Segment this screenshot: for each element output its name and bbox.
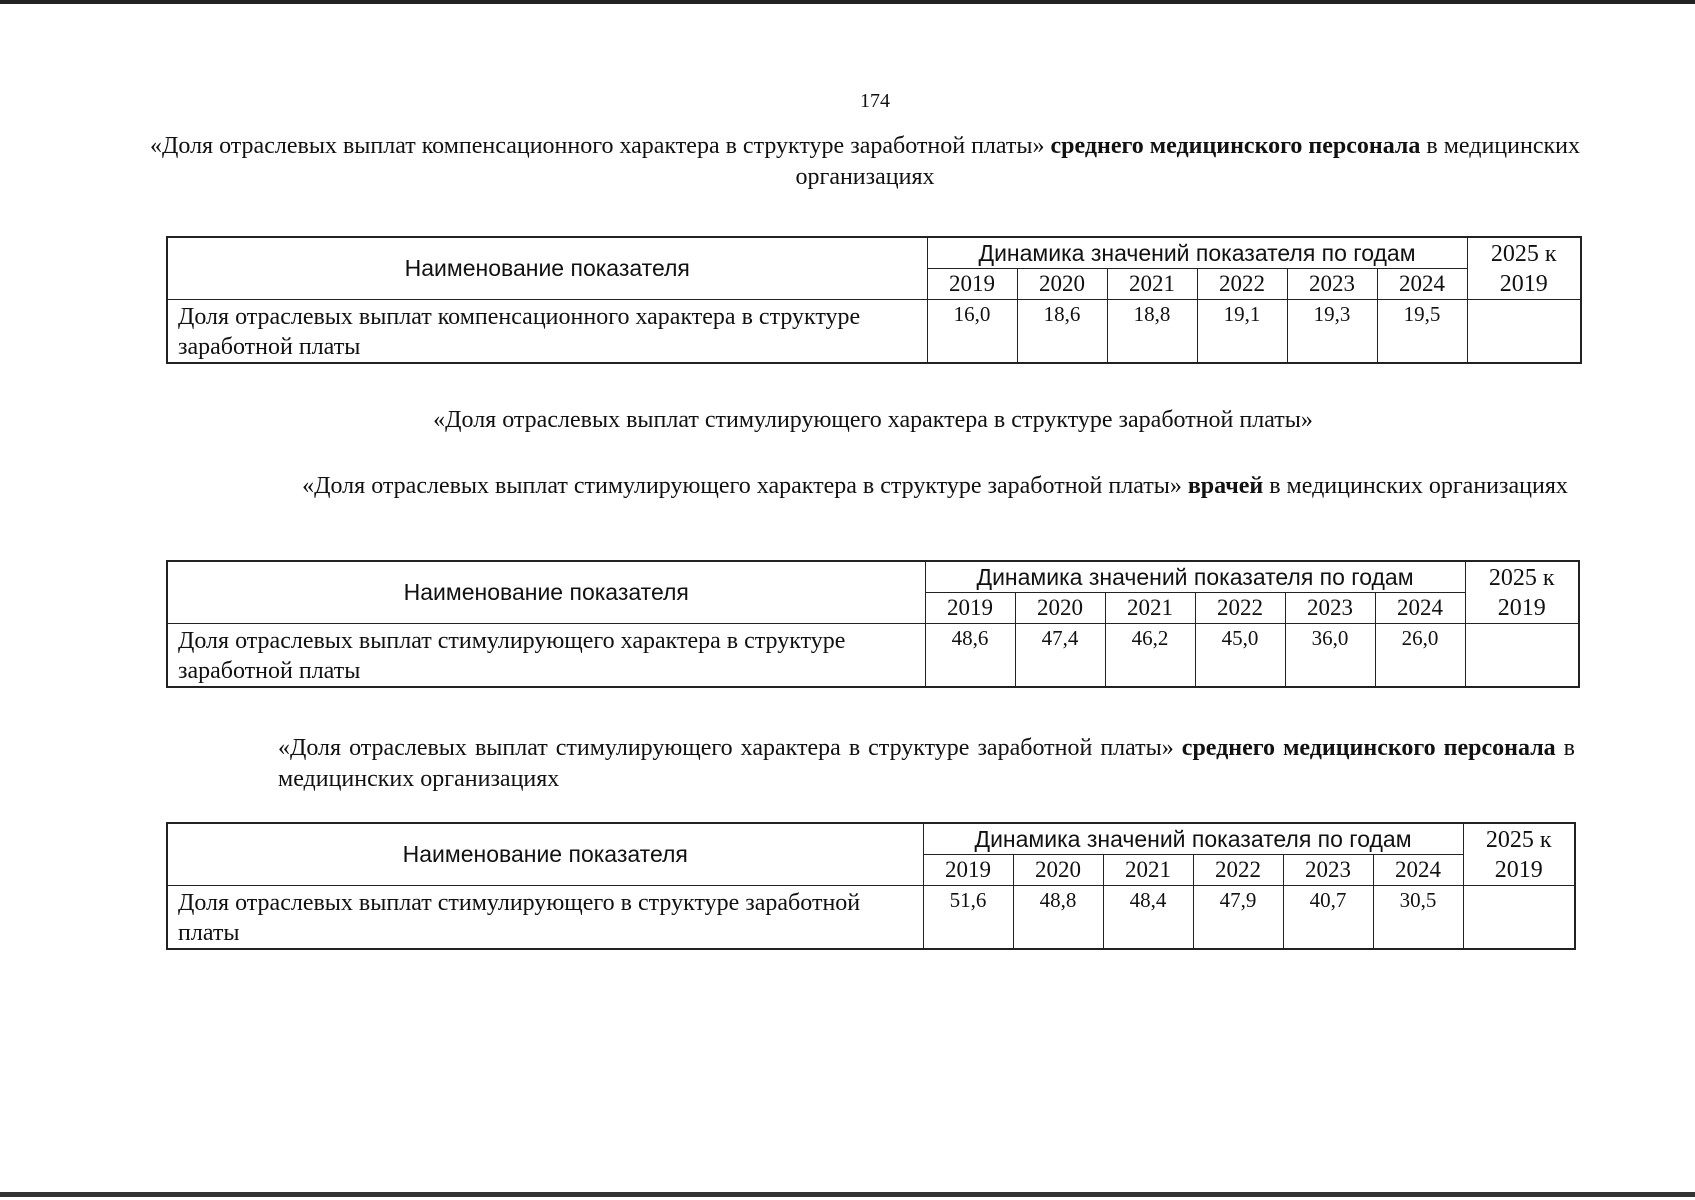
section-1-heading <box>150 131 1580 193</box>
value-cell: 47,9 <box>1193 886 1283 950</box>
value-cell: 19,1 <box>1197 300 1287 364</box>
scan-edge-bottom <box>0 1192 1695 1197</box>
heading-text: «Доля отраслевых выплат стимулирующего характера в структуре заработной платы» <box>302 473 1188 499</box>
heading-text: в медицинских организациях <box>1263 473 1568 499</box>
indicator-row-name: Доля отраслевых выплат стимулирующего в структуре заработной платы <box>167 886 923 950</box>
year-header: 2019 <box>925 593 1015 624</box>
indicator-table-1 <box>166 236 1582 364</box>
header-target <box>1465 561 1579 624</box>
value-cell: 18,6 <box>1017 300 1107 364</box>
value-cell: 40,7 <box>1283 886 1373 950</box>
target-value-cell <box>1463 886 1575 950</box>
heading-text: в медицинских организациях <box>795 133 1580 190</box>
year-header: 2021 <box>1103 855 1193 886</box>
heading-text: «Доля отраслевых выплат стимулирующего характера в структуре заработной платы» <box>278 735 1182 761</box>
year-header: 2024 <box>1377 269 1467 300</box>
year-header: 2023 <box>1283 855 1373 886</box>
header-target-line2: 2019 <box>1494 856 1543 883</box>
value-cell: 19,3 <box>1287 300 1377 364</box>
value-cell: 19,5 <box>1377 300 1467 364</box>
page-number: 174 <box>860 90 890 112</box>
value-cell: 30,5 <box>1373 886 1463 950</box>
year-header: 2022 <box>1193 855 1283 886</box>
header-indicator-name: Наименование показателя <box>167 823 923 886</box>
header-target-line1: 2025 к <box>1488 564 1555 591</box>
heading-emphasis: врачей <box>1187 473 1264 499</box>
section-2-subtitle: «Доля отраслевых выплат стимулирующего характера в структуре заработной платы» <box>433 407 1313 433</box>
year-header: 2019 <box>927 269 1017 300</box>
year-header: 2020 <box>1017 269 1107 300</box>
indicator-row-name: Доля отраслевых выплат стимулирующего характера в структуре заработной платы <box>167 624 925 688</box>
indicator-row-name: Доля отраслевых выплат компенсационного характера в структуре заработной платы <box>167 300 927 364</box>
value-cell: 48,4 <box>1103 886 1193 950</box>
scan-edge-top <box>0 0 1695 4</box>
value-cell: 48,6 <box>925 624 1015 688</box>
header-indicator-name: Наименование показателя <box>167 561 925 624</box>
year-header: 2020 <box>1015 593 1105 624</box>
header-target <box>1467 237 1581 300</box>
heading-emphasis: среднего медицинского персонала <box>1181 735 1556 761</box>
header-dynamics: Динамика значений показателя по годам <box>923 823 1463 855</box>
year-header: 2019 <box>923 855 1013 886</box>
year-header: 2022 <box>1195 593 1285 624</box>
indicator-table-2 <box>166 560 1580 688</box>
header-target-line2: 2019 <box>1499 270 1548 297</box>
year-header: 2023 <box>1287 269 1377 300</box>
target-value-cell <box>1467 300 1581 364</box>
header-dynamics: Динамика значений показателя по годам <box>925 561 1465 593</box>
year-header: 2022 <box>1197 269 1287 300</box>
section-3-heading <box>278 733 1575 795</box>
value-cell: 48,8 <box>1013 886 1103 950</box>
value-cell: 26,0 <box>1375 624 1465 688</box>
indicator-table-3 <box>166 822 1576 950</box>
heading-text: в медицинских организациях <box>278 735 1575 792</box>
value-cell: 47,4 <box>1015 624 1105 688</box>
header-target-line1: 2025 к <box>1490 240 1557 267</box>
header-indicator-name: Наименование показателя <box>167 237 927 300</box>
section-2-heading <box>300 471 1570 502</box>
header-target-line1: 2025 к <box>1485 826 1552 853</box>
year-header: 2021 <box>1105 593 1195 624</box>
year-header: 2020 <box>1013 855 1103 886</box>
header-target-line2: 2019 <box>1497 594 1546 621</box>
heading-text: «Доля отраслевых выплат компенсационного характера в структуре заработной платы» <box>150 133 1051 159</box>
year-header: 2023 <box>1285 593 1375 624</box>
value-cell: 36,0 <box>1285 624 1375 688</box>
target-value-cell <box>1465 624 1579 688</box>
year-header: 2024 <box>1373 855 1463 886</box>
header-target <box>1463 823 1575 886</box>
value-cell: 51,6 <box>923 886 1013 950</box>
heading-emphasis: среднего медицинского персонала <box>1050 133 1421 159</box>
value-cell: 18,8 <box>1107 300 1197 364</box>
value-cell: 45,0 <box>1195 624 1285 688</box>
value-cell: 16,0 <box>927 300 1017 364</box>
header-dynamics: Динамика значений показателя по годам <box>927 237 1467 269</box>
value-cell: 46,2 <box>1105 624 1195 688</box>
year-header: 2021 <box>1107 269 1197 300</box>
year-header: 2024 <box>1375 593 1465 624</box>
